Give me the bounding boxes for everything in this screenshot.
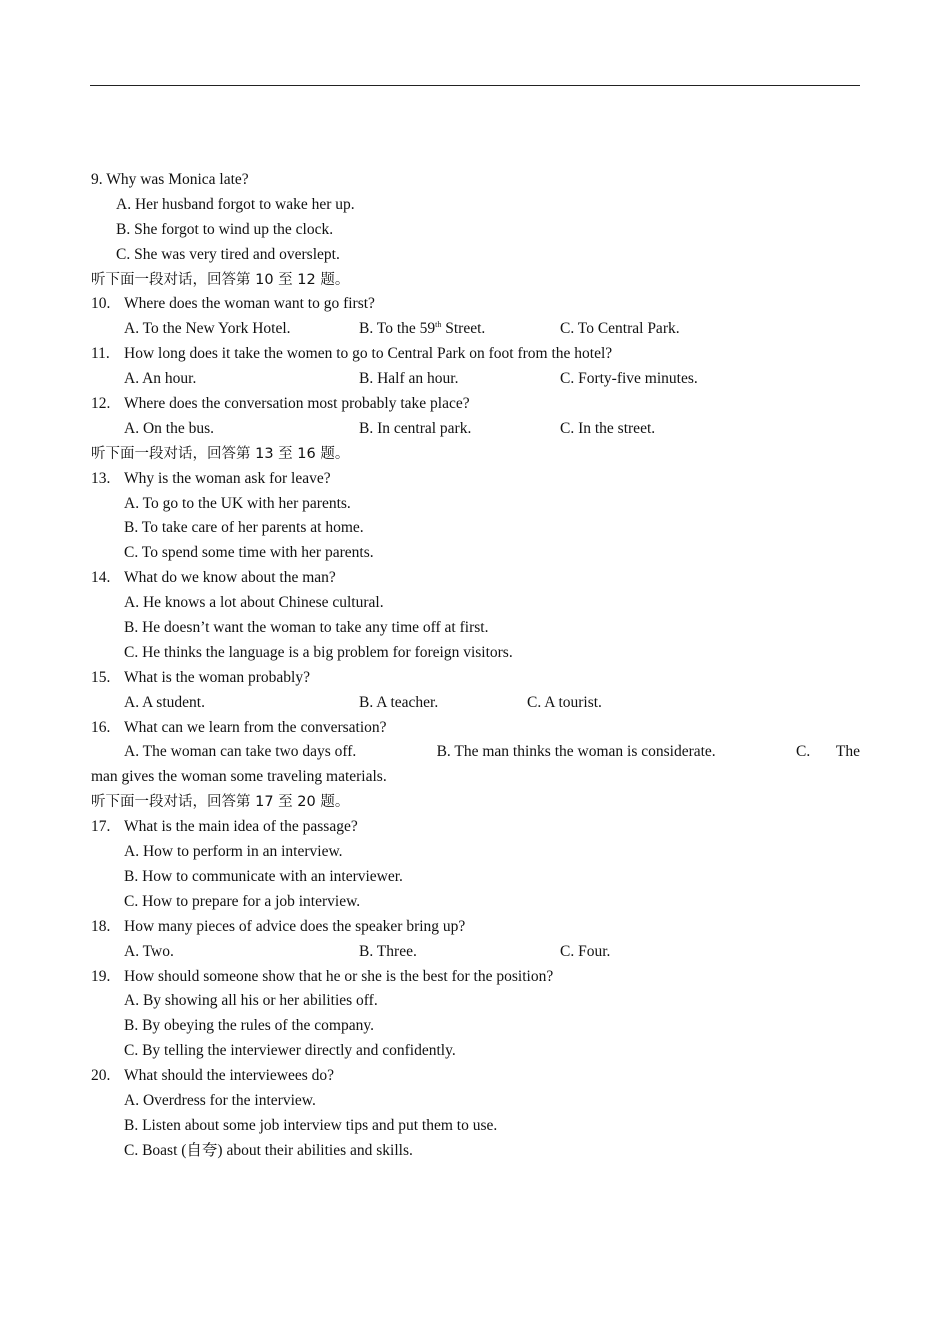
question-14 <box>91 566 860 591</box>
q18-option-c: C. Four. <box>560 942 611 960</box>
q15-option-b: B. A teacher. <box>359 693 439 711</box>
q19-option-c: C. By telling the interviewer directly and confidently. <box>124 1042 456 1060</box>
q18-option-a: A. Two. <box>124 942 174 960</box>
q13-option-c: C. To spend some time with her parents. <box>124 544 374 562</box>
question-number: 12. <box>91 395 111 413</box>
question-number: 14. <box>91 569 111 587</box>
q17-option-a: A. How to perform in an interview. <box>124 843 343 861</box>
q12-option-a: A. On the bus. <box>124 419 214 437</box>
question-text: Where does the woman want to go first? <box>124 295 375 313</box>
q9-option-a: A. Her husband forgot to wake her up. <box>116 195 355 213</box>
section-heading-10-12: 听下面一段对话，回答第 10 至 12 题。 <box>91 271 350 288</box>
question-number: 13. <box>91 469 111 487</box>
q11-option-b: B. Half an hour. <box>359 370 459 388</box>
q16-option-c-start <box>796 740 860 765</box>
q10-option-a: A. To the New York Hotel. <box>124 320 291 338</box>
q12-option-b: B. In central park. <box>359 419 472 437</box>
question-text: Why is the woman ask for leave? <box>124 469 331 487</box>
q16-option-b: B. The man thinks the woman is considerate. <box>436 743 716 761</box>
q15-option-a: A. A student. <box>124 693 205 711</box>
q14-option-b: B. He doesn’t want the woman to take any time off at first. <box>124 619 489 637</box>
q13-option-a: A. To go to the UK with her parents. <box>124 494 351 512</box>
question-text: What do we know about the man? <box>124 569 336 587</box>
q10-option-b-pre: B. To the 59 <box>359 320 436 338</box>
question-number: 10. <box>91 295 111 313</box>
q9-option-c: C. She was very tired and overslept. <box>116 245 340 263</box>
q19-option-b: B. By obeying the rules of the company. <box>124 1017 374 1035</box>
question-17 <box>91 815 860 840</box>
question-12 <box>91 392 860 417</box>
q10-option-b-sup: th <box>435 320 442 330</box>
section-heading-17-20: 听下面一段对话，回答第 17 至 20 题。 <box>91 794 350 811</box>
q10-options <box>91 317 860 342</box>
question-number: 15. <box>91 668 111 686</box>
question-18 <box>91 915 860 940</box>
question-list <box>91 168 860 1164</box>
q10-option-b-post: Street. <box>441 320 486 338</box>
question-text: What is the main idea of the passage? <box>124 818 358 836</box>
q20-option-c: C. Boast (自夸) about their abilities and skills. <box>124 1141 413 1159</box>
question-text: What should the interviewees do? <box>124 1067 335 1085</box>
question-15 <box>91 666 860 691</box>
q9-option-b: B. She forgot to wind up the clock. <box>116 220 334 238</box>
q15-options <box>91 691 860 716</box>
question-text: What can we learn from the conversation? <box>124 718 387 736</box>
q20-option-a: A. Overdress for the interview. <box>124 1091 316 1109</box>
q11-option-c: C. Forty-five minutes. <box>560 370 698 388</box>
question-9: 9. Why was Monica late? <box>91 171 249 188</box>
q19-option-a: A. By showing all his or her abilities off. <box>124 992 378 1010</box>
question-20 <box>91 1064 860 1089</box>
question-11 <box>91 342 860 367</box>
question-text: How long does it take the women to go to Central Park on foot from the hotel? <box>124 345 613 363</box>
question-text: What is the woman probably? <box>124 668 310 686</box>
question-10 <box>91 292 860 317</box>
q16-options <box>91 740 860 765</box>
q17-option-b: B. How to communicate with an interviewer. <box>124 867 403 885</box>
q18-options <box>91 940 860 965</box>
q16-option-c-label: C. <box>795 743 811 761</box>
q11-option-a: A. An hour. <box>124 370 197 388</box>
q10-option-b <box>359 317 560 342</box>
q16-option-a: A. The woman can take two days off. <box>124 743 357 761</box>
question-19 <box>91 965 860 990</box>
question-16 <box>91 716 860 741</box>
header-rule <box>90 85 860 86</box>
question-text: Where does the conversation most probably take place? <box>124 395 470 413</box>
q10-option-c: C. To Central Park. <box>560 320 680 338</box>
question-number: 16. <box>91 718 111 736</box>
q14-option-a: A. He knows a lot about Chinese cultural. <box>124 594 384 612</box>
question-number: 20. <box>91 1067 111 1085</box>
q15-option-c: C. A tourist. <box>527 693 602 711</box>
q11-options <box>91 367 860 392</box>
q12-option-c: C. In the street. <box>560 419 656 437</box>
question-13 <box>91 467 860 492</box>
question-number: 18. <box>91 917 111 935</box>
question-text: How many pieces of advice does the speaker bring up? <box>124 917 466 935</box>
q20-option-b: B. Listen about some job interview tips and put them to use. <box>124 1116 498 1134</box>
q16-option-c-first-word: The <box>835 743 860 761</box>
question-text: How should someone show that he or she is the best for the position? <box>124 967 554 985</box>
q13-option-b: B. To take care of her parents at home. <box>124 519 364 537</box>
question-number: 19. <box>91 967 111 985</box>
q14-option-c: C. He thinks the language is a big problem for foreign visitors. <box>124 643 513 661</box>
question-number: 17. <box>91 818 111 836</box>
q12-options <box>91 417 860 442</box>
section-heading-13-16: 听下面一段对话，回答第 13 至 16 题。 <box>91 445 350 462</box>
question-number: 11. <box>91 345 110 363</box>
q17-option-c: C. How to prepare for a job interview. <box>124 892 361 910</box>
q16-option-c-continued: man gives the woman some traveling materials. <box>91 768 387 786</box>
q18-option-b: B. Three. <box>359 942 417 960</box>
